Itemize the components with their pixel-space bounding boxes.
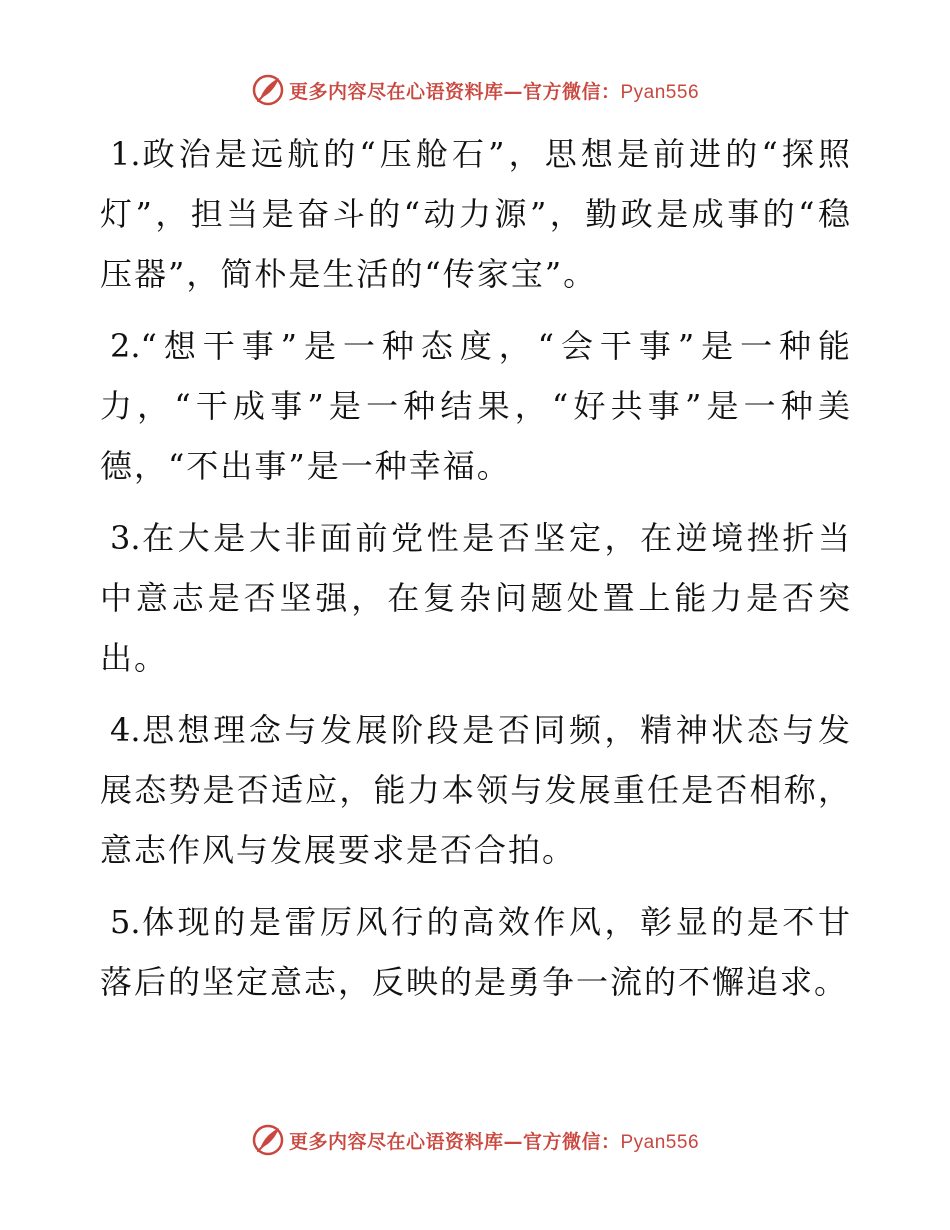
paragraph-1 xyxy=(100,124,852,304)
feather-quill-logo-icon xyxy=(251,1123,285,1157)
header-banner-text: 更多内容尽在心语资料库—官方微信：Pyan556 xyxy=(288,80,700,103)
paragraph-text: 政治是远航的“压舱石”，思想是前进的“探照灯”，担当是奋斗的“动力源”，勤政是成事的“稳压器”，简朴是生活的“传家宝”。 xyxy=(100,135,852,293)
paragraph-5 xyxy=(100,892,852,1012)
paragraph-2 xyxy=(100,316,852,496)
paragraph-number: 2. xyxy=(110,327,141,365)
paragraph-4 xyxy=(100,700,852,880)
header-wechat-id: Pyan556 xyxy=(620,81,700,103)
footer-banner-text: 更多内容尽在心语资料库—官方微信：Pyan556 xyxy=(288,1130,700,1153)
paragraph-number: 4. xyxy=(110,711,141,749)
paragraph-number: 3. xyxy=(110,519,141,557)
paragraph-number: 5. xyxy=(110,903,141,941)
paragraph-text: 在大是大非面前党性是否坚定，在逆境挫折当中意志是否坚强，在复杂问题处置上能力是否突出。 xyxy=(100,519,852,677)
document-body xyxy=(100,124,852,1024)
paragraph-text: 体现的是雷厉风行的高效作风，彰显的是不甘落后的坚定意志，反映的是勇争一流的不懈追求。 xyxy=(100,903,852,1001)
header-banner xyxy=(0,70,950,110)
paragraph-3 xyxy=(100,508,852,688)
paragraph-text: “想干事”是一种态度，“会干事”是一种能力，“干成事”是一种结果，“好共事”是一种美德，“不出事”是一种幸福。 xyxy=(100,327,852,485)
paragraph-number: 1. xyxy=(110,135,141,173)
paragraph-text: 思想理念与发展阶段是否同频，精神状态与发展态势是否适应，能力本领与发展重任是否相称，意志作风与发展要求是否合拍。 xyxy=(100,711,852,869)
footer-banner xyxy=(0,1120,950,1160)
feather-quill-logo-icon xyxy=(251,73,285,107)
footer-wechat-id: Pyan556 xyxy=(620,1131,700,1153)
